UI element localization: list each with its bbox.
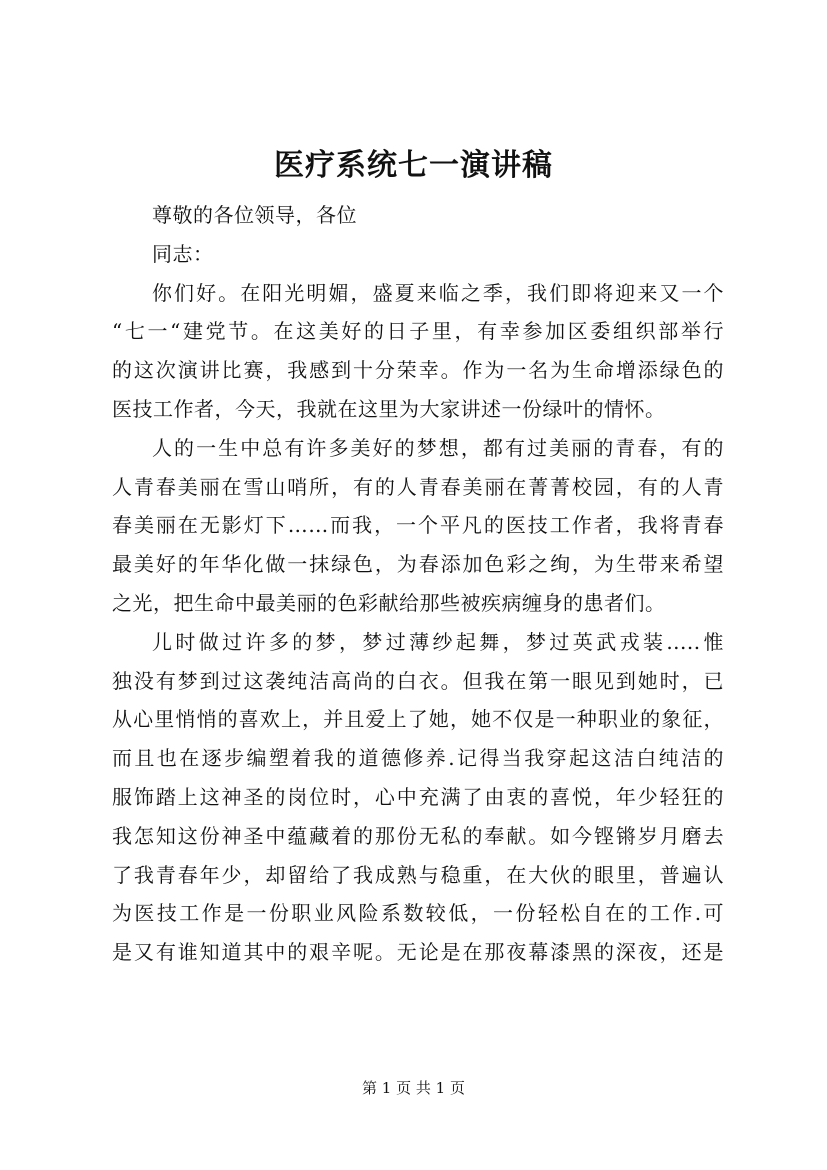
paragraph-line: 了我青春年少，却留给了我成熟与稳重，在大伙的眼里，普遍认 (112, 862, 724, 887)
paragraph-line: 儿时做过许多的梦，梦过薄纱起舞，梦过英武戎装.....惟 (152, 629, 724, 654)
paragraph-line: 服饰踏上这神圣的岗位时，心中充满了由衷的喜悦，年少轻狂的 (112, 784, 724, 809)
paragraph-line: 之光，把生命中最美丽的色彩献给那些被疾病缠身的患者们。 (112, 590, 666, 615)
page-footer: 第 1 页 共 1 页 (362, 1079, 465, 1097)
document-body (112, 196, 724, 972)
salutation-line: 同志： (152, 241, 214, 266)
paragraph-line: 最美好的年华化做一抹绿色，为春添加色彩之绚，为生带来希望 (112, 552, 724, 577)
paragraph-line: 我怎知这份神圣中蕴藏着的那份无私的奉献。如今铿锵岁月磨去 (112, 823, 724, 848)
paragraph-line: 独没有梦到过这袭纯洁高尚的白衣。但我在第一眼见到她时，已 (112, 668, 724, 693)
paragraph-line: 而且也在逐步编塑着我的道德修养.记得当我穿起这洁白纯洁的 (112, 746, 724, 771)
paragraph-line: 人的一生中总有许多美好的梦想，都有过美丽的青春，有的 (152, 435, 724, 460)
document-title: 医疗系统七一演讲稿 (274, 148, 553, 183)
paragraph-line: 人青春美丽在雪山哨所，有的人青春美丽在菁菁校园，有的人青 (112, 474, 724, 499)
paragraph-line: 医技工作者，今天，我就在这里为大家讲述一份绿叶的情怀。 (112, 396, 666, 421)
paragraph-line: 从心里悄悄的喜欢上，并且爱上了她，她不仅是一种职业的象征， (112, 707, 724, 732)
paragraph-line: 是又有谁知道其中的艰辛呢。无论是在那夜幕漆黑的深夜，还是 (112, 940, 724, 965)
salutation-line: 尊敬的各位领导，各位 (152, 203, 357, 227)
paragraph-line: 为医技工作是一份职业风险系数较低，一份轻松自在的工作.可 (112, 901, 724, 926)
paragraph-line: 的这次演讲比赛，我感到十分荣幸。作为一名为生命增添绿色的 (112, 358, 724, 383)
paragraph-line: 你们好。在阳光明媚，盛夏来临之季，我们即将迎来又一个 (152, 280, 724, 305)
paragraph-line: 春美丽在无影灯下……而我，一个平凡的医技工作者，我将青春 (112, 513, 724, 538)
paragraph-line: “七一“建党节。在这美好的日子里，有幸参加区委组织部举行 (112, 319, 724, 344)
